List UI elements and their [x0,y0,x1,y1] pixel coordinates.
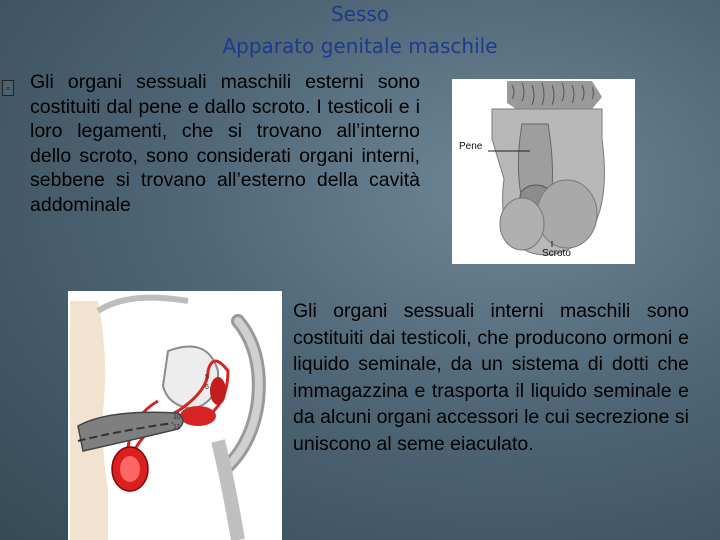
internal-organs-illustration [68,291,282,540]
label-num-4: 11 [173,424,181,431]
label-penis: Pene [459,141,483,152]
label-num-1: 5 [205,374,209,381]
paragraph-external-organs: Gli organi sessuali maschili esterni sono costituiti dal pene e dallo scroto. I testicoli e i loro legamenti, che si trovano all’interno dello scroto, sono considerati organi interni, sebbene si trovano all’esterno della cavità addominale [30,71,420,216]
bullet-icon: ▫ [2,80,14,96]
slide-title: Sesso [330,2,390,26]
label-scrotum: Scroto [542,248,571,259]
label-num-2: 6 [205,384,209,391]
external-organs-illustration [452,79,635,264]
label-num-3: 10 [173,414,181,421]
slide-subtitle: Apparato genitale maschile [222,34,498,58]
paragraph-internal-organs: Gli organi sessuali interni maschili sono costituiti dai testicoli, che producono ormoni e liquido seminale, da un sistema di dotti che immagazzina e trasporta il liquido seminale e da alcuni organi accessori le cui secrezione si uniscono al seme eiaculato. [293,300,689,455]
